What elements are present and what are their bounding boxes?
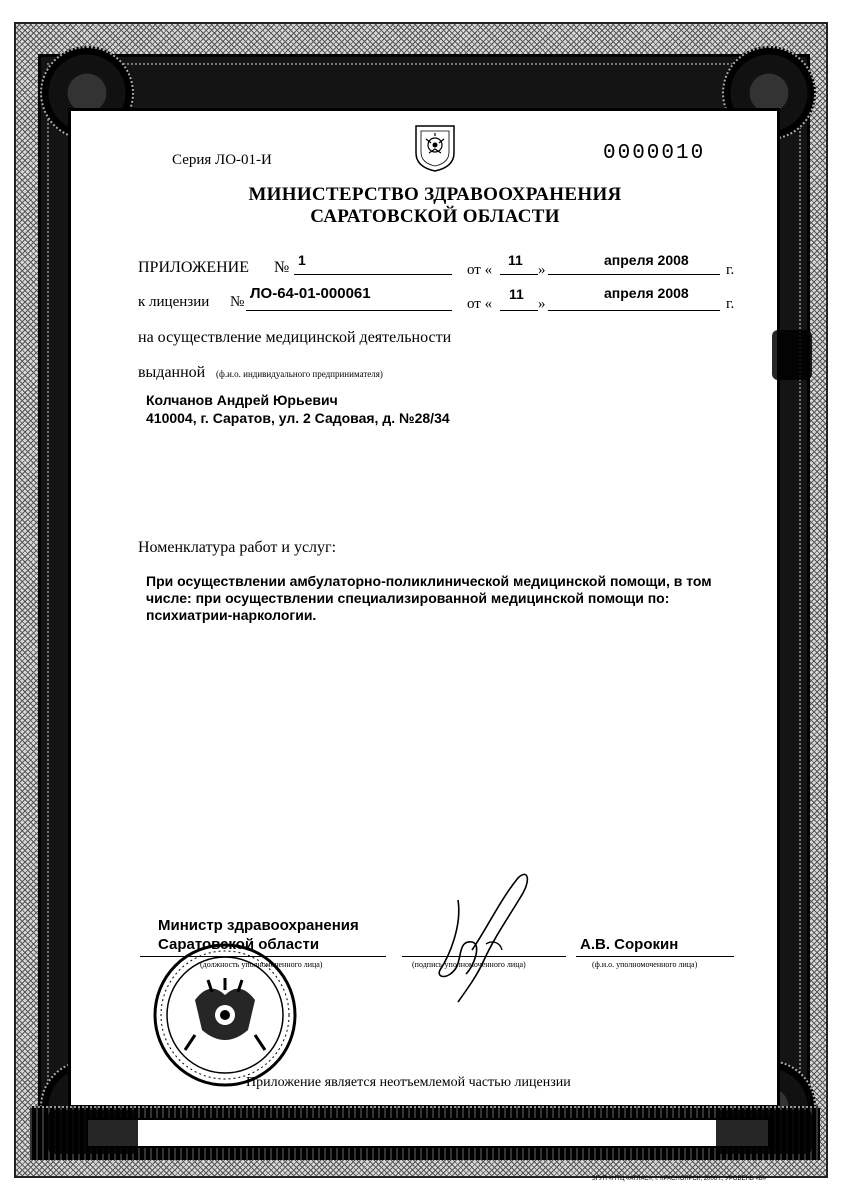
license-from: от « bbox=[467, 296, 493, 312]
caption-signature: (подпись уполномоченного лица) bbox=[412, 960, 526, 969]
signer-name-line bbox=[576, 956, 734, 957]
nomenclature-title: Номенклатура работ и услуг: bbox=[138, 539, 337, 556]
issued-label: выданной bbox=[138, 364, 206, 381]
scan-blotch bbox=[772, 330, 812, 380]
caption-name: (ф.и.о. уполномоченного лица) bbox=[592, 960, 698, 969]
appendix-date-line bbox=[548, 274, 720, 275]
issued-name: Колчанов Андрей Юрьевич bbox=[146, 392, 338, 408]
appendix-close-quote: » bbox=[538, 262, 546, 278]
appendix-day-line bbox=[500, 274, 538, 275]
scan-blotch bbox=[716, 1110, 812, 1154]
appendix-day: 11 bbox=[508, 252, 523, 268]
license-number: ЛО-64-01-000061 bbox=[250, 285, 371, 302]
license-number-line bbox=[246, 310, 452, 311]
appendix-month-year: апреля 2008 bbox=[604, 252, 689, 268]
appendix-number-line bbox=[294, 274, 452, 275]
appendix-year-suffix: г. bbox=[726, 262, 735, 278]
signer-name: А.В. Сорокин bbox=[580, 936, 679, 953]
printer-imprint: ЗГУП «НТЦ «АТЛАС», г. КРАСНОЯРСК, 2006 г., УРОВЕНЬ «Б» bbox=[592, 1176, 767, 1182]
state-emblem-icon bbox=[413, 123, 457, 173]
official-seal-icon bbox=[140, 940, 310, 1090]
ministry-title-line2: САРАТОВСКОЙ ОБЛАСТИ bbox=[310, 206, 560, 227]
license-day: 11 bbox=[509, 286, 524, 302]
appendix-from: от « bbox=[467, 262, 493, 278]
appendix-label: ПРИЛОЖЕНИЕ bbox=[138, 259, 250, 276]
footer-note: Приложение является неотъемлемой частью лицензии bbox=[246, 1075, 571, 1090]
nomenclature-line-1: При осуществлении амбулаторно-поликлинической медицинской помощи, в том bbox=[146, 573, 712, 589]
document-number: 0000010 bbox=[603, 142, 706, 165]
license-close-quote: » bbox=[538, 296, 546, 312]
license-month-year: апреля 2008 bbox=[604, 285, 689, 301]
license-day-line bbox=[500, 310, 538, 311]
handwritten-signature bbox=[428, 870, 548, 1010]
caption-position: (должность уполномоченного лица) bbox=[200, 960, 323, 969]
license-no-sign: № bbox=[230, 294, 245, 310]
license-label: к лицензии bbox=[138, 294, 210, 310]
license-year-suffix: г. bbox=[726, 296, 735, 312]
nomenclature-line-2: числе: при осуществлении специализированной медицинской помощи по: bbox=[146, 590, 670, 606]
ministry-title-line1: МИНИСТЕРСТВО ЗДРАВООХРАНЕНИЯ bbox=[248, 184, 622, 205]
bottom-ornament bbox=[30, 1106, 820, 1160]
issued-address: 410004, г. Саратов, ул. 2 Садовая, д. №28/34 bbox=[146, 410, 450, 426]
appendix-number: 1 bbox=[298, 252, 306, 268]
appendix-no-sign: № bbox=[274, 259, 290, 276]
scan-blotch bbox=[48, 1110, 138, 1154]
signatory-position-line1: Министр здравоохранения bbox=[158, 917, 359, 934]
nomenclature-line-3: психиатрии-наркологии. bbox=[146, 607, 317, 623]
activity-text: на осуществление медицинской деятельности bbox=[138, 329, 452, 346]
license-date-line bbox=[548, 310, 720, 311]
series-label: Серия ЛО-01-И bbox=[172, 152, 272, 168]
signatory-position-line2: Саратовской области bbox=[158, 936, 320, 953]
issued-hint: (ф.и.о. индивидуального предпринимателя) bbox=[216, 369, 383, 379]
